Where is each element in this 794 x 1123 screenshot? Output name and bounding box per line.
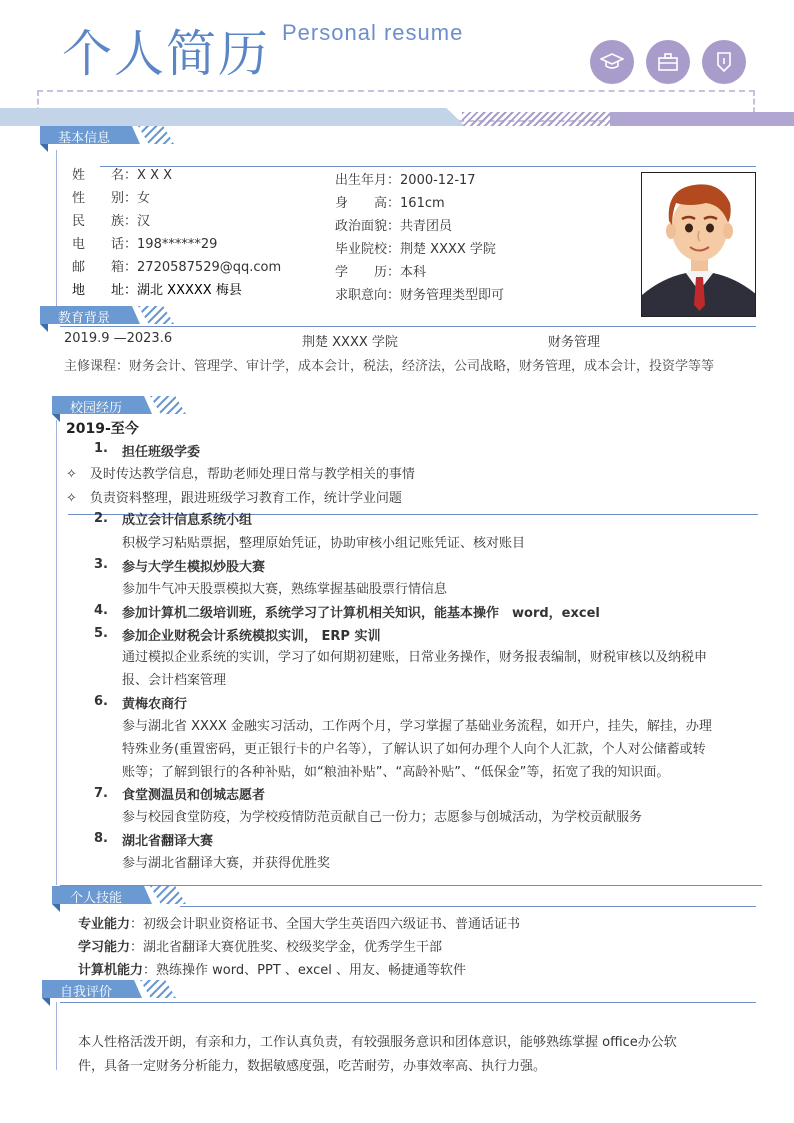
self-eval-line: 件，具备一定财务分析能力，数据敏感度强，吃苦耐劳，办事效率高、执行力强。: [78, 1059, 547, 1074]
divider: [180, 906, 756, 907]
divider: [56, 1002, 57, 1070]
header-band-left: [0, 108, 465, 126]
divider: [60, 326, 756, 327]
skill-computer: 计算机能力：熟练操作 word、PPT 、excel 、用友、畅捷通等软件: [78, 963, 466, 978]
campus-period: 2019-至今: [66, 421, 139, 437]
info-name: 姓 名：X X X: [72, 168, 173, 183]
section-title-education: 教育背景: [58, 311, 111, 326]
divider: [60, 1002, 756, 1003]
skill-professional: 专业能力：初级会计职业资格证书、全国大学生英语四六级证书、普通话证书: [78, 917, 521, 932]
section-title-self-eval: 自我评价: [60, 985, 113, 1000]
briefcase-icon: [646, 40, 690, 84]
item-title: 参加计算机二级培训班，系统学习了计算机相关知识，能基本操作 word，excel: [122, 606, 600, 621]
education-courses: 主修课程：财务会计、管理学、审计学，成本会计，税法，经济法，公司战略，财务管理，成本会计，投资学等等: [64, 359, 715, 374]
item-title: 担任班级学委: [122, 445, 201, 460]
education-period: 2019.9 —2023.6: [64, 331, 173, 346]
education-school: 荆楚 XXXX 学院: [302, 335, 398, 350]
divider: [100, 166, 756, 167]
item-line: 参与湖北省翻译大赛，并获得优胜奖: [122, 856, 331, 871]
section-title-basic: 基本信息: [58, 131, 111, 146]
info-address: 地 址：湖北 XXXXX 梅县: [72, 283, 242, 298]
section-tab-basic: [40, 126, 180, 150]
item-title: 黄梅农商行: [122, 697, 188, 712]
info-ethnicity: 民 族：汉: [72, 214, 151, 229]
item-number: 7.: [94, 786, 108, 801]
divider: [56, 150, 57, 320]
item-number: 6.: [94, 694, 108, 709]
section-tab-skills: [52, 886, 192, 910]
info-objective: 求职意向：财务管理类型即可: [335, 288, 505, 303]
education-major: 财务管理: [548, 335, 601, 350]
info-politics: 政治面貌：共青团员: [335, 219, 453, 234]
item-line: 通过模拟企业系统的实训，学习了如何期初建账，日常业务操作，财务报表编制，财税审核以及纳税申: [122, 650, 708, 665]
item-line: 特殊业务(重置密码，更正银行卡的户名等），了解认识了如何办理个人向个人汇款，个人对公储蓄或转: [122, 742, 706, 757]
item-title: 食堂测温员和创城志愿者: [122, 788, 266, 803]
item-line: 报、会计档案管理: [122, 673, 227, 688]
info-birth: 出生年月：2000-12-17: [335, 173, 476, 188]
header-band-right: [610, 112, 794, 126]
item-number: 2.: [94, 511, 108, 526]
item-title: 成立会计信息系统小组: [122, 513, 253, 528]
section-title-skills: 个人技能: [70, 891, 123, 906]
section-title-campus: 校园经历: [70, 401, 123, 416]
section-tab-self-eval: [42, 980, 182, 1004]
item-number: 4.: [94, 603, 108, 618]
info-gender: 性 别：女: [72, 191, 151, 206]
profile-photo: [641, 172, 756, 317]
diamond-bullet-icon: ✧: [66, 467, 77, 482]
item-number: 1.: [94, 441, 108, 456]
item-title: 湖北省翻译大赛: [122, 834, 214, 849]
info-height: 身 高：161cm: [335, 196, 445, 211]
graduation-cap-icon: [590, 40, 634, 84]
info-degree: 学 历：本科: [335, 265, 427, 280]
divider: [56, 420, 57, 885]
item-line: 参与校园食堂防疫，为学校疫情防范贡献自己一份力；志愿参与创城活动，为学校贡献服务: [122, 810, 643, 825]
skill-learning: 学习能力：湖北省翻译大赛优胜奖、校级奖学金，优秀学生干部: [78, 940, 443, 955]
item-number: 5.: [94, 626, 108, 641]
page-title: 个人简历: [62, 25, 270, 83]
item-line: 参加牛气冲天股票模拟大赛，熟练掌握基础股票行情信息: [122, 582, 448, 597]
item-line: 参与湖北省 XXXX 金融实习活动，工作两个月，学习掌握了基础业务流程，如开户，挂失，解挂，办理: [122, 719, 712, 734]
bullet-item: ✧ 及时传达教学信息，帮助老师处理日常与教学相关的事情: [66, 467, 415, 482]
bullet-item: ✧ 负责资料整理，跟进班级学习教育工作，统计学业问题: [66, 491, 402, 506]
item-number: 3.: [94, 557, 108, 572]
info-phone: 电 话：198******29: [72, 237, 218, 252]
item-line: 积极学习粘贴票据，整理原始凭证，协助审核小组记账凭证、核对账目: [122, 536, 526, 551]
item-number: 8.: [94, 831, 108, 846]
info-school: 毕业院校：荆楚 XXXX 学院: [335, 242, 496, 257]
info-email: 邮 箱：2720587529@qq.com: [72, 260, 282, 275]
badge-icon: [702, 40, 746, 84]
page-subtitle: Personal resume: [282, 20, 464, 45]
item-title: 参加企业财税会计系统模拟实训， ERP 实训: [122, 629, 381, 644]
item-line: 账等；了解到银行的各种补贴，如“粮油补贴”、“高龄补贴”、“低保金”等，拓宽了我的知识面。: [122, 765, 670, 780]
item-title: 参与大学生模拟炒股大赛: [122, 560, 266, 575]
diamond-bullet-icon: ✧: [66, 491, 77, 506]
section-tab-campus: [52, 396, 192, 420]
self-eval-line: 本人性格活泼开朗，有亲和力，工作认真负责，有较强服务意识和团体意识，能够熟练掌握 office办公软: [78, 1035, 677, 1050]
